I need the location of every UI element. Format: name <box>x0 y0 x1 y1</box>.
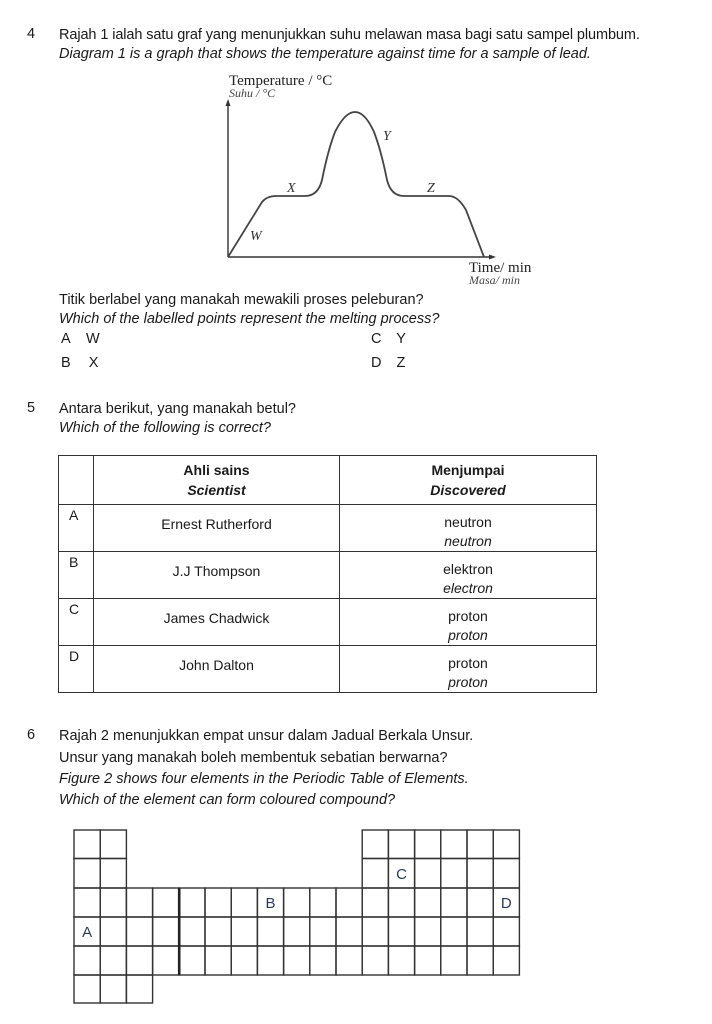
periodic-table-cell <box>310 917 336 946</box>
question-4-text-ms: Rajah 1 ialah satu graf yang menunjukkan suhu melawan masa bagi satu sampel plumbum. <box>59 27 640 43</box>
row-letter: D <box>59 646 94 693</box>
question-5-text-en: Which of the following is correct? <box>59 420 271 436</box>
periodic-table-cell <box>257 888 283 917</box>
point-label-x: X <box>287 181 296 196</box>
table-row[interactable] <box>59 646 597 693</box>
row-discovered-en: proton <box>448 627 488 643</box>
periodic-table-cell <box>441 830 467 859</box>
periodic-table-cell <box>153 888 179 917</box>
table-row[interactable] <box>59 505 597 552</box>
row-discovered <box>340 599 597 646</box>
header-scientist-ms: Ahli sains <box>183 462 250 478</box>
periodic-table-cell <box>467 859 493 889</box>
option-letter: C <box>371 331 382 347</box>
periodic-table-cell <box>388 830 414 859</box>
question-6-text-en-2: Which of the element can form coloured compound? <box>59 792 396 808</box>
periodic-table-cell <box>100 888 126 917</box>
option-a[interactable] <box>61 330 100 348</box>
periodic-table-cell <box>467 917 493 946</box>
point-label-y: Y <box>383 129 391 144</box>
question-6-number: 6 <box>27 727 36 743</box>
periodic-table-cell <box>74 946 100 975</box>
periodic-table-cell <box>74 830 100 859</box>
periodic-table-cell <box>362 888 388 917</box>
row-letter: B <box>59 552 94 599</box>
periodic-table-cell <box>362 859 388 889</box>
periodic-table-cell <box>467 888 493 917</box>
periodic-table-cell <box>415 830 441 859</box>
periodic-table-cell <box>126 917 152 946</box>
row-discovered-ms: proton <box>448 608 488 624</box>
question-4-number: 4 <box>27 26 36 42</box>
option-text: Y <box>396 331 406 347</box>
periodic-table-cell <box>231 917 257 946</box>
row-scientist: James Chadwick <box>94 599 340 646</box>
periodic-table-cell <box>126 888 152 917</box>
periodic-table-cell <box>100 975 126 1003</box>
periodic-table-cell <box>310 946 336 975</box>
periodic-table-cell <box>100 859 126 889</box>
option-b[interactable] <box>61 354 98 372</box>
point-label-w: W <box>250 229 262 244</box>
periodic-table-cell <box>179 946 205 975</box>
row-letter: C <box>59 599 94 646</box>
header-blank <box>59 456 94 505</box>
periodic-table-cell <box>205 888 231 917</box>
periodic-table-cell <box>388 946 414 975</box>
periodic-table-cell <box>493 946 519 975</box>
periodic-table-cell <box>441 888 467 917</box>
table-row[interactable] <box>59 599 597 646</box>
periodic-table-cell <box>493 888 519 917</box>
y-axis-arrow-icon <box>226 99 231 106</box>
option-text: X <box>88 355 99 371</box>
header-discovered-ms: Menjumpai <box>431 462 505 478</box>
option-c[interactable] <box>371 330 406 348</box>
periodic-table-cell <box>441 859 467 889</box>
option-d[interactable] <box>371 354 405 372</box>
question-4-prompt-en: Which of the labelled points represent the melting process? <box>59 311 440 327</box>
y-axis-label: Temperature / °C <box>229 73 333 89</box>
row-discovered-ms: proton <box>448 655 488 671</box>
periodic-table-cell <box>153 917 179 946</box>
periodic-table-cell <box>284 888 310 917</box>
periodic-table-cell <box>179 888 205 917</box>
periodic-table-cell <box>388 888 414 917</box>
periodic-table-cell <box>126 946 152 975</box>
option-letter: B <box>61 355 71 371</box>
periodic-table-cell <box>231 888 257 917</box>
question-6-text-ms-1: Rajah 2 menunjukkan empat unsur dalam Jadual Berkala Unsur. <box>59 728 474 744</box>
periodic-table-cell <box>284 946 310 975</box>
periodic-table-cell <box>100 946 126 975</box>
element-label-d: D <box>500 895 512 912</box>
heating-curve <box>228 112 484 257</box>
periodic-table-cell <box>284 917 310 946</box>
option-letter: A <box>61 331 70 347</box>
periodic-table-cell <box>415 859 441 889</box>
periodic-table-cell <box>336 888 362 917</box>
row-discovered-en: proton <box>448 674 488 690</box>
row-discovered <box>340 552 597 599</box>
row-discovered <box>340 505 597 552</box>
x-axis-label: Time/ min <box>469 260 532 276</box>
periodic-table-cell <box>493 859 519 889</box>
x-axis-label-ms: Masa/ min <box>469 273 520 287</box>
periodic-table-cell <box>493 830 519 859</box>
periodic-table-cell <box>100 917 126 946</box>
periodic-table-cell <box>205 917 231 946</box>
scientist-discovery-table <box>58 455 597 693</box>
periodic-table-cell <box>336 917 362 946</box>
periodic-table-cell <box>231 946 257 975</box>
row-scientist: J.J Thompson <box>94 552 340 599</box>
periodic-table-cell <box>388 917 414 946</box>
option-letter: D <box>371 355 382 371</box>
periodic-table-cell <box>153 946 179 975</box>
periodic-table-cell <box>126 975 152 1003</box>
periodic-table-cell <box>362 946 388 975</box>
option-text: Z <box>396 355 406 371</box>
table-header-row <box>59 456 597 505</box>
question-4-text-en: Diagram 1 is a graph that shows the temperature against time for a sample of lead. <box>59 46 591 62</box>
table-row[interactable] <box>59 552 597 599</box>
question-6-text-ms-2: Unsur yang manakah boleh membentuk sebatian berwarna? <box>59 750 448 766</box>
periodic-table-cell <box>310 888 336 917</box>
periodic-table-cell <box>74 888 100 917</box>
y-axis-label-ms: Suhu / °C <box>229 86 276 100</box>
periodic-table-cell <box>362 830 388 859</box>
row-discovered-en: neutron <box>444 533 492 549</box>
row-discovered-en: electron <box>443 580 493 596</box>
question-5-text-ms: Antara berikut, yang manakah betul? <box>59 401 296 417</box>
periodic-table-cell <box>74 917 100 946</box>
row-discovered <box>340 646 597 693</box>
periodic-table-cell <box>415 888 441 917</box>
periodic-table-cell <box>467 830 493 859</box>
row-discovered-ms: neutron <box>444 514 492 530</box>
periodic-table-cell <box>388 859 414 889</box>
periodic-table-cell <box>100 830 126 859</box>
periodic-table-cell <box>467 946 493 975</box>
header-discovered <box>340 456 597 505</box>
periodic-table-cell <box>336 946 362 975</box>
question-5-number: 5 <box>27 400 36 416</box>
x-axis-arrow-icon <box>489 255 496 260</box>
periodic-table-cell <box>362 917 388 946</box>
periodic-table-cell <box>179 917 205 946</box>
element-label-a: A <box>82 924 93 941</box>
question-6-text-en-1: Figure 2 shows four elements in the Periodic Table of Elements. <box>59 771 469 787</box>
periodic-table-cell <box>415 917 441 946</box>
periodic-table-cell <box>257 946 283 975</box>
question-4-prompt-ms: Titik berlabel yang manakah mewakili proses peleburan? <box>59 292 424 308</box>
periodic-table-cell <box>415 946 441 975</box>
row-scientist: John Dalton <box>94 646 340 693</box>
header-scientist <box>94 456 340 505</box>
option-text: W <box>85 331 100 347</box>
point-label-z: Z <box>427 181 435 196</box>
row-discovered-ms: elektron <box>443 561 493 577</box>
row-scientist: Ernest Rutherford <box>94 505 340 552</box>
periodic-table-cell <box>257 917 283 946</box>
header-discovered-en: Discovered <box>430 482 506 498</box>
periodic-table-cell <box>493 917 519 946</box>
periodic-table-cell <box>74 975 100 1003</box>
temperature-time-graph <box>0 0 712 300</box>
periodic-table-cell <box>205 946 231 975</box>
periodic-table-cell <box>74 859 100 889</box>
periodic-table-cell <box>441 917 467 946</box>
periodic-table-cell <box>441 946 467 975</box>
header-scientist-en: Scientist <box>187 482 246 498</box>
element-label-b: B <box>265 895 276 912</box>
row-letter: A <box>59 505 94 552</box>
element-label-c: C <box>396 865 407 883</box>
